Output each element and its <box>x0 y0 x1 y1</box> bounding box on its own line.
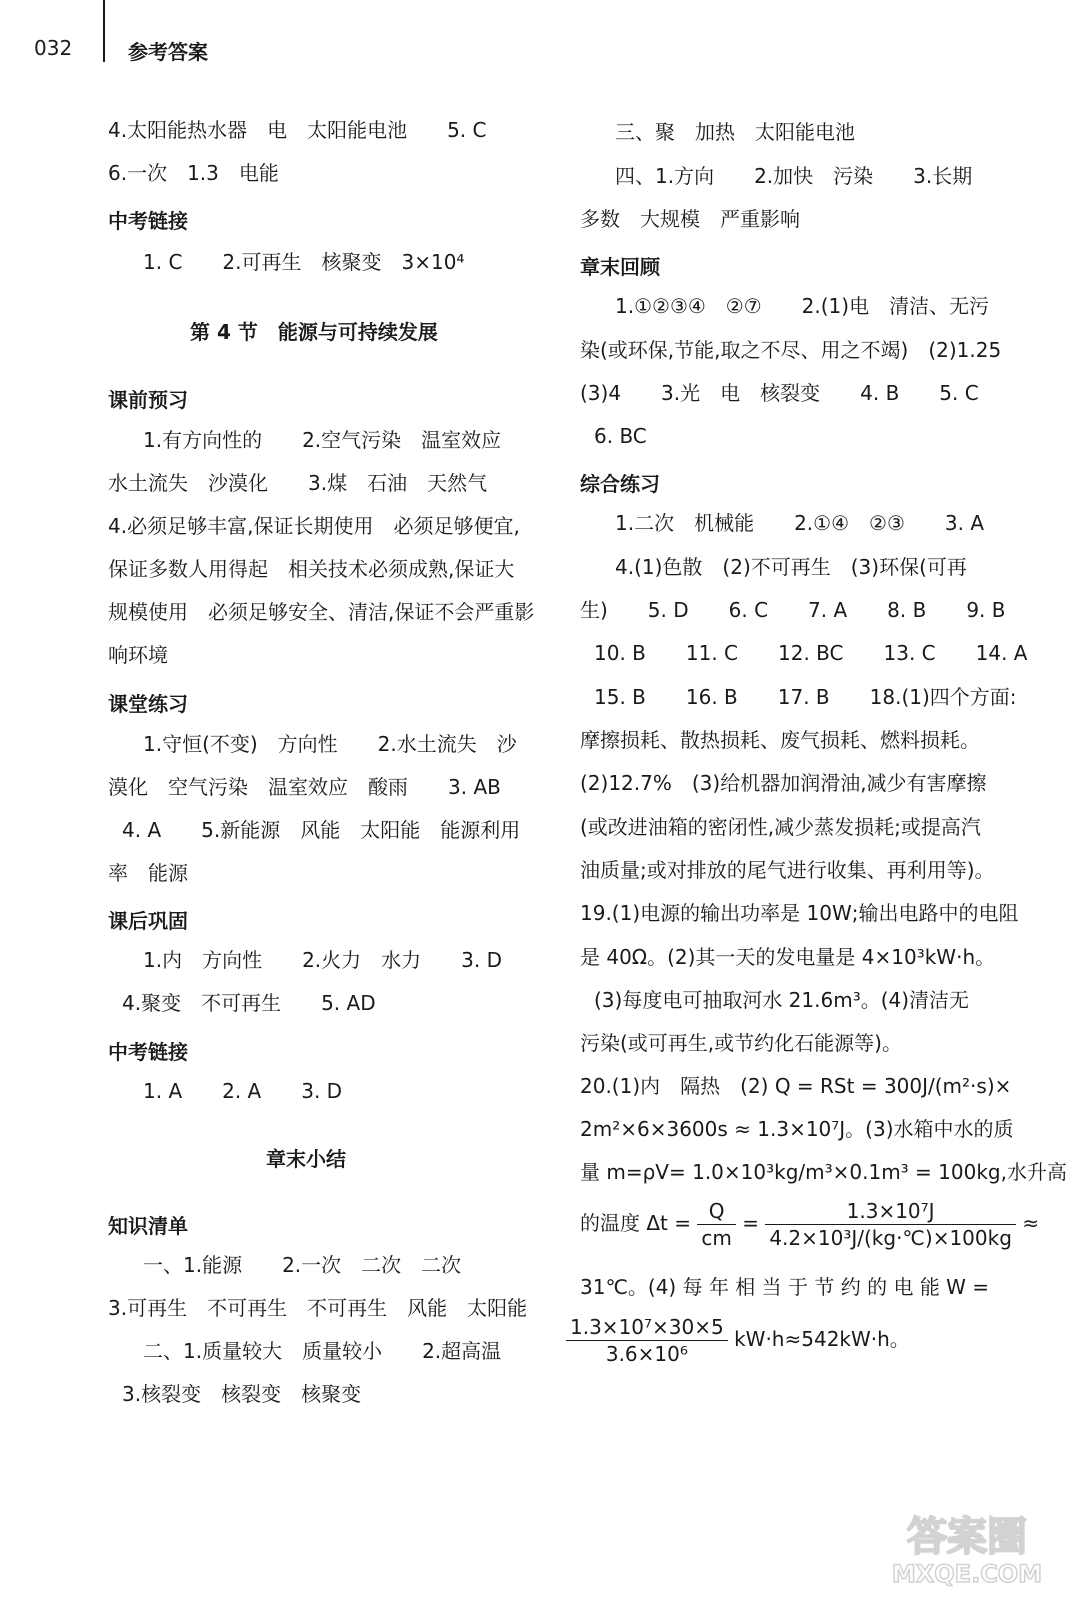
fraction-numerator: Q <box>697 1200 735 1225</box>
answer-line: 率 能源 <box>108 861 188 885</box>
fraction-numerator: 1.3×10⁷J <box>765 1200 1016 1225</box>
answer-line: 1.①②③④ ②⑦ 2.(1)电 清洁、无污 <box>615 294 990 318</box>
approx-sign: ≈ <box>1022 1211 1040 1235</box>
answer-line: 3.核裂变 核裂变 核聚变 <box>122 1382 362 1406</box>
subsection-heading: 课堂练习 <box>108 692 188 716</box>
answer-line: 四、1.方向 2.加快 污染 3.长期 <box>615 164 973 188</box>
subsection-heading: 中考链接 <box>108 1040 188 1064</box>
fraction-numerator: 1.3×10⁷×30×5 <box>566 1316 728 1341</box>
answer-line: 摩擦损耗、散热损耗、废气损耗、燃料损耗。 <box>580 728 980 752</box>
answer-line: 油质量;或对排放的尾气进行收集、再利用等)。 <box>580 858 995 882</box>
subsection-heading: 章末回顾 <box>580 255 660 279</box>
answer-line: 1.内 方向性 2.火力 水力 3. D <box>143 948 503 972</box>
fraction <box>765 1200 1016 1249</box>
answer-line: 4.太阳能热水器 电 太阳能电池 5. C <box>108 118 487 142</box>
answer-line: 三、聚 加热 太阳能电池 <box>615 120 855 144</box>
formula-suffix: kW·h≈542kW·h。 <box>734 1327 910 1351</box>
subsection-heading: 课后巩固 <box>108 909 188 933</box>
answer-line: 量 m=ρV= 1.0×10³kg/m³×0.1m³ = 100kg,水升高 <box>580 1160 1067 1184</box>
subsection-heading: 课前预习 <box>108 388 188 412</box>
answer-line: 4.必须足够丰富,保证长期使用 必须足够便宜, <box>108 514 520 538</box>
answer-line: (或改进油箱的密闭性,减少蒸发损耗;或提高汽 <box>580 815 981 839</box>
formula-line <box>566 1316 910 1365</box>
answer-line: 保证多数人用得起 相关技术必须成熟,保证大 <box>108 557 515 581</box>
answer-line: 3.可再生 不可再生 不可再生 风能 太阳能 <box>108 1296 528 1320</box>
answer-line: (3)4 3.光 电 核裂变 4. B 5. C <box>580 381 979 405</box>
answer-line: (2)12.7% (3)给机器加润滑油,减少有害摩擦 <box>580 771 987 795</box>
fraction-denominator: 3.6×10⁶ <box>605 1342 688 1366</box>
watermark-logo <box>867 1498 1067 1588</box>
fraction-denominator: 4.2×10³J/(kg·℃)×100kg <box>769 1226 1012 1250</box>
subsection-heading: 综合练习 <box>580 472 660 496</box>
answer-line: 二、1.质量较大 质量较小 2.超高温 <box>143 1339 502 1363</box>
fraction <box>697 1200 735 1249</box>
answer-line: 4.(1)色散 (2)不可再生 (3)环保(可再 <box>615 555 967 579</box>
watermark-text: 答案圈 <box>907 1514 1027 1560</box>
page-header-title: 参考答案 <box>128 40 208 64</box>
answer-line: 6. BC <box>594 424 647 448</box>
answer-line: 6.一次 1.3 电能 <box>108 161 279 185</box>
answer-line: 多数 大规模 严重影响 <box>580 207 800 231</box>
answer-line: 规模使用 必须足够安全、清洁,保证不会严重影 <box>108 600 535 624</box>
answer-line: (3)每度电可抽取河水 21.6m³。(4)清洁无 <box>594 988 970 1012</box>
answer-line: 20.(1)内 隔热 (2) Q = RSt = 300J/(m²·s)× <box>580 1074 1012 1098</box>
answer-line: 1.守恒(不变) 方向性 2.水土流失 沙 <box>143 732 517 756</box>
answer-line: 1. A 2. A 3. D <box>143 1079 343 1103</box>
answer-line: 31℃。(4) 每 年 相 当 于 节 约 的 电 能 W = <box>580 1275 990 1299</box>
subsection-heading: 知识清单 <box>108 1214 188 1238</box>
watermark-subtext: MXQE.COM <box>891 1560 1043 1588</box>
answer-line: 响环境 <box>108 643 168 667</box>
answer-line: 染(或环保,节能,取之不尽、用之不竭) (2)1.25 <box>580 338 1002 362</box>
answer-line: 是 40Ω。(2)其一天的发电量是 4×10³kW·h。 <box>580 945 996 969</box>
section-title: 第 4 节 能源与可持续发展 <box>190 320 438 344</box>
answer-line: 4.聚变 不可再生 5. AD <box>122 991 376 1015</box>
fraction-denominator: cm <box>701 1226 732 1250</box>
formula-line <box>580 1200 1039 1249</box>
answer-line: 生) 5. D 6. C 7. A 8. B 9. B <box>580 598 1006 622</box>
answer-line: 1.有方向性的 2.空气污染 温室效应 <box>143 428 502 452</box>
answer-line: 10. B 11. C 12. BC 13. C 14. A <box>594 641 1028 665</box>
answer-line: 漠化 空气污染 温室效应 酸雨 3. AB <box>108 775 501 799</box>
answer-line: 污染(或可再生,或节约化石能源等)。 <box>580 1031 902 1055</box>
equals-sign: = <box>742 1211 759 1235</box>
subsection-heading: 中考链接 <box>108 209 188 233</box>
answer-line: 水土流失 沙漠化 3.煤 石油 天然气 <box>108 471 488 495</box>
answer-line: 1.二次 机械能 2.①④ ②③ 3. A <box>615 511 985 535</box>
formula-prefix: 的温度 Δt = <box>580 1211 691 1235</box>
answer-line: 4. A 5.新能源 风能 太阳能 能源利用 <box>122 818 521 842</box>
answer-line: 一、1.能源 2.一次 二次 二次 <box>143 1253 462 1277</box>
answer-line: 19.(1)电源的输出功率是 10W;输出电路中的电阻 <box>580 901 1019 925</box>
section-title: 章末小结 <box>266 1147 346 1171</box>
header-divider <box>103 0 105 62</box>
answer-line: 1. C 2.可再生 核聚变 3×10⁴ <box>143 250 465 274</box>
answer-line: 2m²×6×3600s ≈ 1.3×10⁷J。(3)水箱中水的质 <box>580 1117 1014 1141</box>
answer-line: 15. B 16. B 17. B 18.(1)四个方面: <box>594 685 1017 709</box>
page-number: 032 <box>34 36 73 60</box>
fraction <box>566 1316 728 1365</box>
